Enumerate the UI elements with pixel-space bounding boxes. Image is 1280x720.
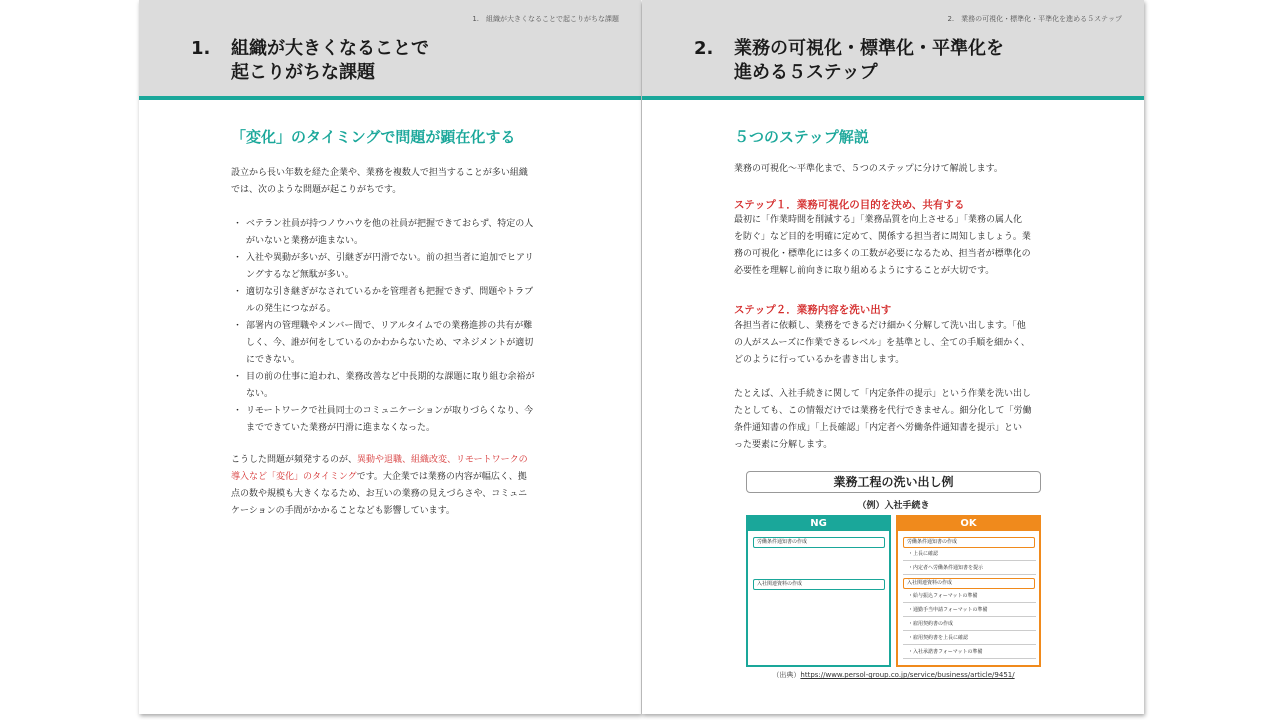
text-line: どのように行っているかを書き出します。 xyxy=(734,355,905,365)
text-line: では、次のような問題が起こりがちです。 xyxy=(231,185,402,195)
ok-sub-item: ・雇用契約書の作成 xyxy=(903,619,1036,631)
text-line: ングするなど無駄が多い。 xyxy=(246,270,354,280)
text-line: たとえば、入社手続きに関して「内定条件の提示」という作業を洗い出し xyxy=(734,389,1032,399)
text-line: 設立から長い年数を経た企業や、業務を複数人で担当することが多い組織 xyxy=(231,168,528,178)
text-line: 各担当者に依頼し、業務をできるだけ細かく分解して洗い出します。「他 xyxy=(734,321,1026,331)
text-line: 部署内の管理職やメンバー間で、リアルタイムでの業務進捗の共有が難 xyxy=(246,321,533,331)
ok-sub-item: ・通勤手当申請フォーマットの準備 xyxy=(903,605,1036,617)
text-line: 目の前の仕事に追われ、業務改善など中長期的な課題に取り組む余裕が xyxy=(246,372,535,382)
step1-title: ステップ１．業務可視化の目的を決め、共有する xyxy=(734,199,965,211)
intro-paragraph xyxy=(231,165,566,199)
left-page-header xyxy=(139,0,641,100)
title-number: 2. xyxy=(694,38,714,59)
text-line: しく、今、誰が何をしているのかわからないため、マネジメントが適切 xyxy=(246,338,534,348)
ok-sub-item: ・入社承諾書フォーマットの準備 xyxy=(903,647,1036,659)
left-page xyxy=(139,0,641,714)
ng-label: NG xyxy=(748,517,889,531)
text-run: こうした問題が頻発するのが、 xyxy=(231,455,358,465)
title-number: 1. xyxy=(191,38,211,59)
text-line: 入社や異動が多いが、引継ぎが円滑でない。前の担当者に追加でヒアリ xyxy=(246,253,534,263)
text-line: 点の数や規模も大きくなるため、お互いの業務の見えづらさや、コミュニ xyxy=(231,489,528,499)
figure-source xyxy=(746,670,1041,680)
list-item xyxy=(231,403,571,437)
bullet-mark: ・ xyxy=(233,372,243,382)
title-line: 業務の可視化・標準化・平準化を xyxy=(734,38,1004,59)
section-title: 「変化」のタイミングで問題が顕在化する xyxy=(231,128,516,146)
running-header: 2. 業務の可視化・標準化・平準化を進める５ステップ xyxy=(947,15,1122,23)
ok-sub-item: ・上長に確認 xyxy=(903,549,1036,561)
example-paragraph xyxy=(734,386,1064,454)
text-line: がいないと業務が進まない。 xyxy=(246,236,364,246)
text-line: までできていた業務が円滑に進まなくなった。 xyxy=(246,423,436,433)
running-header: 1. 組織が大きくなることで起こりがちな課題 xyxy=(472,15,619,23)
ng-column xyxy=(746,515,891,667)
figure-title: 業務工程の洗い出し例 xyxy=(746,471,1041,493)
list-item xyxy=(231,318,571,369)
ok-group: 入社関連資料の作成 xyxy=(903,578,1035,589)
text-line: 条件通知書の作成」「上長確認」「内定者へ労働条件通知書を提示」とい xyxy=(734,423,1023,433)
text-line: リモートワークで社員同士のコミュニケーションが取りづらくなり、今 xyxy=(246,406,534,416)
process-breakdown-figure xyxy=(746,471,1041,681)
text-line: 最初に「作業時間を削減する」「業務品質を向上させる」「業務の属人化 xyxy=(734,215,1023,225)
text-line: たとしても、この情報だけでは業務を代行できません。細分化して「労働 xyxy=(734,406,1032,416)
text-run: です。大企業では業務の内容が幅広く、拠 xyxy=(356,472,527,482)
title-line: 起こりがちな課題 xyxy=(231,62,375,83)
ng-item: 労働条件通知書の作成 xyxy=(753,537,885,548)
right-page xyxy=(642,0,1144,714)
text-line: ルの発生につながる。 xyxy=(246,304,336,314)
text-line: にできない。 xyxy=(246,355,301,365)
text-line: った要素に分解します。 xyxy=(734,440,833,450)
text-line: ベテラン社員が持つノウハウを他の社員が把握できておらず、特定の人 xyxy=(246,219,534,229)
highlight-text: 異動や退職、組織改変、リモートワークの xyxy=(357,455,528,465)
bullet-mark: ・ xyxy=(233,253,243,263)
intro-paragraph: 業務の可視化～平準化まで、５つのステップに分けて解説します。 xyxy=(734,164,1003,174)
text-line: を防ぐ」など目的を明確に定めて、関係する担当者に周知しましょう。業 xyxy=(734,232,1031,242)
step2-paragraph xyxy=(734,318,1064,369)
text-line: の人がスムーズに作業できるレベル」を基準とし、全ての手順を細かく、 xyxy=(734,338,1030,348)
ok-sub-item: ・雇用契約書を上長に確認 xyxy=(903,633,1036,645)
bullet-mark: ・ xyxy=(233,219,243,229)
text-line xyxy=(231,452,566,469)
source-link[interactable]: https://www.persol-group.co.jp/service/business/article/9451/ xyxy=(800,671,1015,679)
ok-sub-item: ・給与振込フォーマットの準備 xyxy=(903,591,1036,603)
list-item xyxy=(231,284,571,318)
ok-sub-item: ・内定者へ労働条件通知書を提示 xyxy=(903,563,1036,575)
bullet-mark: ・ xyxy=(233,321,243,331)
section-title: ５つのステップ解説 xyxy=(734,128,869,146)
closing-paragraph xyxy=(231,452,566,520)
title-line: 進める５ステップ xyxy=(734,62,878,83)
highlight-text: 導入など「変化」のタイミング xyxy=(231,472,357,482)
page-title xyxy=(191,37,429,85)
bullet-mark: ・ xyxy=(233,406,243,416)
title-line: 組織が大きくなることで xyxy=(231,38,429,59)
list-item xyxy=(231,250,571,284)
text-line: 必要性を理解し前向きに取り組めるようにすることが大切です。 xyxy=(734,266,995,276)
source-label: （出典） xyxy=(772,671,801,679)
problem-list xyxy=(231,216,571,437)
text-line: 務の可視化・標準化には多くの工数が必要になるため、担当者が標準化の xyxy=(734,249,1031,259)
text-line: ケーションの手間がかかることなども影響しています。 xyxy=(231,506,455,516)
figure-subtitle: （例）入社手続き xyxy=(857,501,930,511)
text-line xyxy=(231,469,566,486)
text-line: ない。 xyxy=(246,389,274,399)
step1-paragraph xyxy=(734,212,1064,280)
bullet-mark: ・ xyxy=(233,287,243,297)
ng-item: 入社関連資料の作成 xyxy=(753,579,885,590)
text-line: 適切な引き継ぎがなされているかを管理者も把握できず、問題やトラブ xyxy=(246,287,534,297)
page-title xyxy=(694,37,1004,85)
ok-label: OK xyxy=(898,517,1039,531)
right-page-header xyxy=(642,0,1144,100)
ok-group: 労働条件通知書の作成 xyxy=(903,537,1035,548)
ok-column xyxy=(896,515,1041,667)
list-item xyxy=(231,216,571,250)
step2-title: ステップ２．業務内容を洗い出す xyxy=(734,304,892,316)
list-item xyxy=(231,369,571,403)
